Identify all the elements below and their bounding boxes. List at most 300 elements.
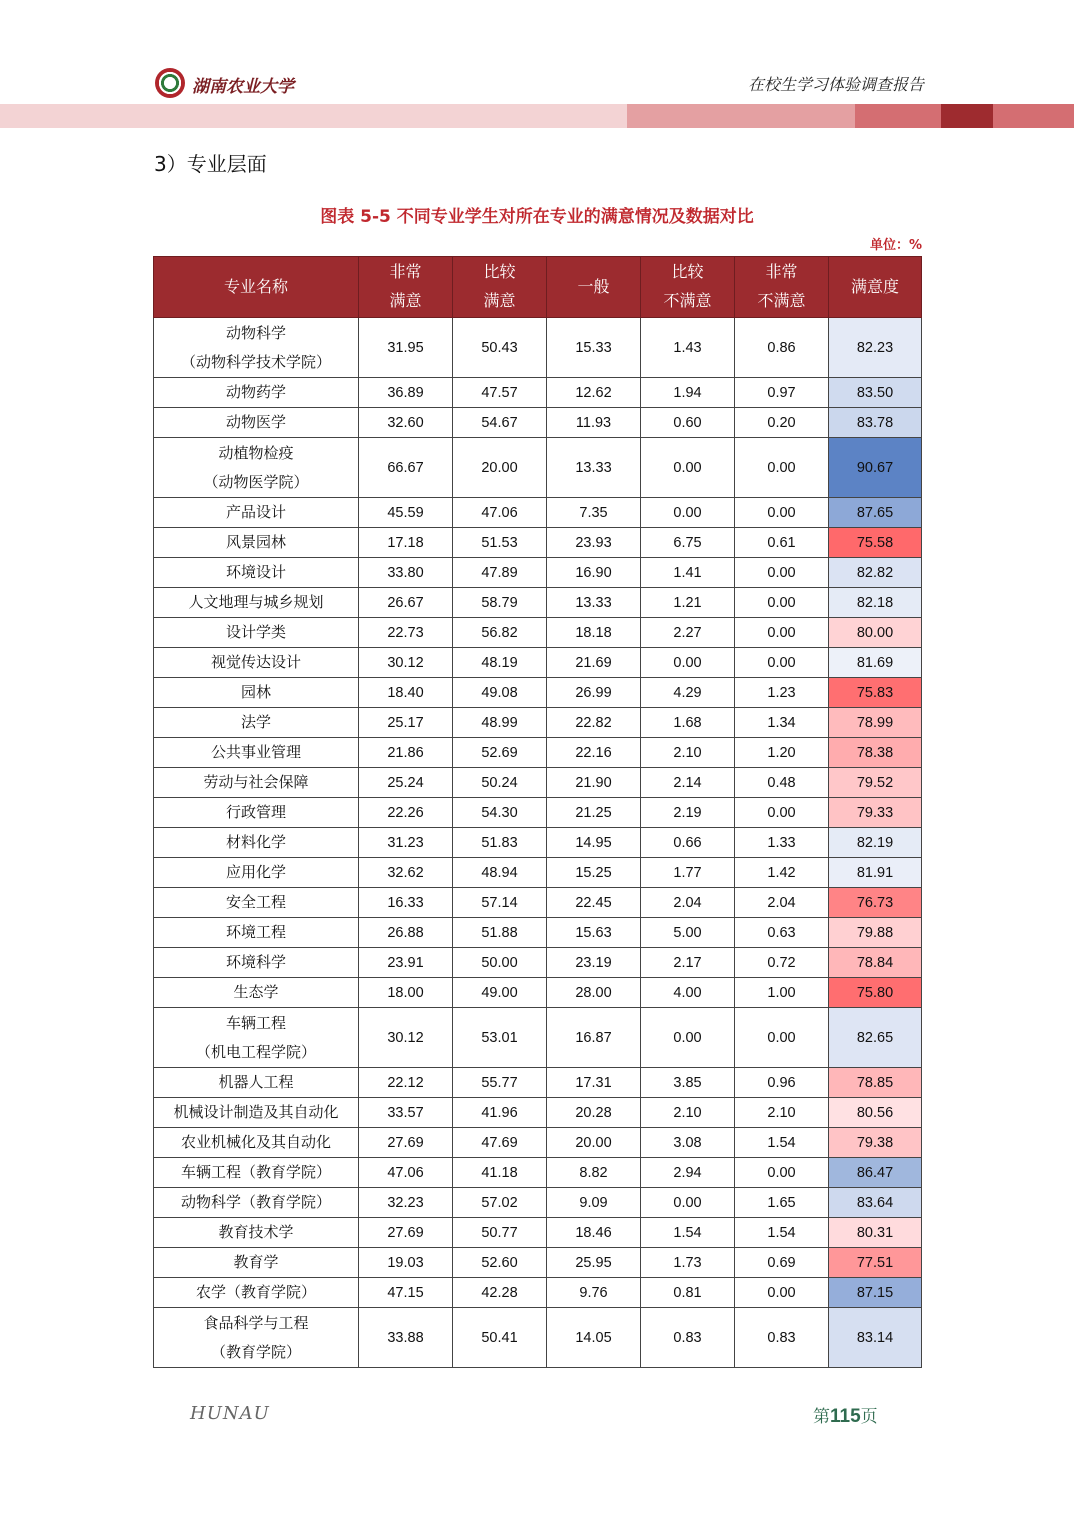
value-cell: 1.94 (641, 378, 735, 408)
value-cell: 18.40 (359, 678, 453, 708)
value-cell: 19.03 (359, 1248, 453, 1278)
page-suffix: 页 (860, 1407, 878, 1427)
value-cell: 0.72 (735, 948, 829, 978)
major-name: 生态学 (233, 984, 279, 1001)
header-bar-segment (0, 104, 627, 128)
major-name: 环境设计 (225, 564, 286, 581)
value-cell: 23.93 (547, 528, 641, 558)
table-row (154, 678, 922, 708)
value-cell: 0.00 (735, 438, 829, 498)
major-name: 法学 (240, 714, 271, 731)
value-cell: 50.43 (453, 318, 547, 378)
value-cell: 51.88 (453, 918, 547, 948)
value-cell: 52.60 (453, 1248, 547, 1278)
value-cell: 22.82 (547, 708, 641, 738)
major-name-cell (154, 828, 359, 858)
table-row (154, 1278, 922, 1308)
table-row (154, 558, 922, 588)
table-row (154, 768, 922, 798)
value-cell: 47.69 (453, 1128, 547, 1158)
page-prefix: 第 (813, 1407, 830, 1427)
value-cell: 3.08 (641, 1128, 735, 1158)
value-cell: 33.80 (359, 558, 453, 588)
major-name-cell (154, 738, 359, 768)
major-name: 农学（教育学院） (195, 1284, 316, 1301)
value-cell: 20.28 (547, 1098, 641, 1128)
major-name: 安全工程 (225, 894, 286, 911)
value-cell: 0.48 (735, 768, 829, 798)
header-bar-segment (941, 104, 993, 128)
value-cell: 48.94 (453, 858, 547, 888)
university-logo-icon (155, 68, 185, 98)
major-name: 车辆工程（教育学院） (180, 1164, 331, 1181)
value-cell: 1.20 (735, 738, 829, 768)
value-cell: 32.62 (359, 858, 453, 888)
major-name: 动物医学 (225, 414, 286, 431)
value-cell: 2.19 (641, 798, 735, 828)
value-cell: 21.86 (359, 738, 453, 768)
major-name-cell (154, 918, 359, 948)
table-row (154, 588, 922, 618)
value-cell: 9.09 (547, 1188, 641, 1218)
value-cell: 15.33 (547, 318, 641, 378)
satisfaction-cell: 87.65 (829, 498, 922, 528)
major-college: （动物科学技术学院） (180, 353, 331, 371)
major-name-cell (154, 1308, 359, 1368)
value-cell: 0.00 (735, 498, 829, 528)
major-name-cell (154, 1278, 359, 1308)
value-cell: 13.33 (547, 438, 641, 498)
major-name-cell (154, 498, 359, 528)
value-cell: 48.99 (453, 708, 547, 738)
value-cell: 1.21 (641, 588, 735, 618)
table-row (154, 1128, 922, 1158)
value-cell: 12.62 (547, 378, 641, 408)
major-name: 机器人工程 (218, 1074, 294, 1091)
satisfaction-cell: 79.38 (829, 1128, 922, 1158)
satisfaction-cell: 81.91 (829, 858, 922, 888)
table-row (154, 408, 922, 438)
value-cell: 26.67 (359, 588, 453, 618)
table-row (154, 1068, 922, 1098)
value-cell: 47.57 (453, 378, 547, 408)
major-name-cell (154, 318, 359, 378)
value-cell: 55.77 (453, 1068, 547, 1098)
satisfaction-cell: 82.18 (829, 588, 922, 618)
column-header-line: 专业名称 (223, 278, 288, 296)
value-cell: 57.14 (453, 888, 547, 918)
satisfaction-cell: 80.31 (829, 1218, 922, 1248)
table-row (154, 1308, 922, 1368)
satisfaction-cell: 79.88 (829, 918, 922, 948)
major-name-cell (154, 648, 359, 678)
value-cell: 41.96 (453, 1098, 547, 1128)
value-cell: 18.46 (547, 1218, 641, 1248)
footer-logo-text: HUNAU (190, 1403, 270, 1424)
page-header (0, 0, 1074, 140)
value-cell: 0.00 (735, 618, 829, 648)
major-name: 教育学 (233, 1254, 279, 1271)
major-name-cell (154, 978, 359, 1008)
value-cell: 22.16 (547, 738, 641, 768)
value-cell: 0.00 (641, 498, 735, 528)
value-cell: 16.33 (359, 888, 453, 918)
page-number (813, 1402, 878, 1428)
satisfaction-cell: 82.19 (829, 828, 922, 858)
value-cell: 22.12 (359, 1068, 453, 1098)
value-cell: 57.02 (453, 1188, 547, 1218)
value-cell: 15.63 (547, 918, 641, 948)
major-name-cell (154, 438, 359, 498)
major-name-cell (154, 948, 359, 978)
table-row (154, 1098, 922, 1128)
table-row (154, 318, 922, 378)
value-cell: 17.18 (359, 528, 453, 558)
value-cell: 53.01 (453, 1008, 547, 1068)
table-row (154, 1188, 922, 1218)
table-header-row (154, 257, 922, 318)
value-cell: 2.17 (641, 948, 735, 978)
satisfaction-cell: 82.23 (829, 318, 922, 378)
value-cell: 1.41 (641, 558, 735, 588)
value-cell: 7.35 (547, 498, 641, 528)
value-cell: 54.67 (453, 408, 547, 438)
table-row (154, 888, 922, 918)
column-header (641, 257, 735, 318)
value-cell: 25.24 (359, 768, 453, 798)
satisfaction-cell: 78.84 (829, 948, 922, 978)
value-cell: 1.33 (735, 828, 829, 858)
value-cell: 2.04 (735, 888, 829, 918)
value-cell: 31.95 (359, 318, 453, 378)
column-header-line: 不满意 (663, 293, 712, 310)
value-cell: 3.85 (641, 1068, 735, 1098)
value-cell: 0.00 (641, 1008, 735, 1068)
value-cell: 25.17 (359, 708, 453, 738)
major-college: （教育学院） (210, 1343, 301, 1361)
table-row (154, 1158, 922, 1188)
value-cell: 16.87 (547, 1008, 641, 1068)
column-header-line: 满意 (483, 293, 516, 310)
value-cell: 0.00 (735, 798, 829, 828)
value-cell: 48.19 (453, 648, 547, 678)
table-row (154, 618, 922, 648)
value-cell: 0.00 (735, 1278, 829, 1308)
value-cell: 0.00 (735, 1008, 829, 1068)
value-cell: 0.00 (735, 558, 829, 588)
value-cell: 51.53 (453, 528, 547, 558)
value-cell: 0.86 (735, 318, 829, 378)
table-row (154, 648, 922, 678)
value-cell: 23.91 (359, 948, 453, 978)
unit-label: 单位：% (869, 238, 922, 253)
major-name-cell (154, 888, 359, 918)
major-name-cell (154, 528, 359, 558)
value-cell: 2.10 (735, 1098, 829, 1128)
table-row (154, 1008, 922, 1068)
value-cell: 0.20 (735, 408, 829, 438)
value-cell: 1.43 (641, 318, 735, 378)
table-row (154, 528, 922, 558)
value-cell: 58.79 (453, 588, 547, 618)
value-cell: 28.00 (547, 978, 641, 1008)
value-cell: 22.26 (359, 798, 453, 828)
column-header (547, 257, 641, 318)
major-name-cell (154, 1248, 359, 1278)
value-cell: 20.00 (547, 1128, 641, 1158)
satisfaction-cell: 87.15 (829, 1278, 922, 1308)
satisfaction-cell: 83.64 (829, 1188, 922, 1218)
major-name: 环境工程 (225, 924, 286, 941)
column-header (453, 257, 547, 318)
satisfaction-cell: 81.69 (829, 648, 922, 678)
major-name-cell (154, 798, 359, 828)
satisfaction-table (153, 256, 922, 1368)
major-name-cell (154, 858, 359, 888)
major-name: 劳动与社会保障 (203, 774, 309, 791)
value-cell: 21.25 (547, 798, 641, 828)
value-cell: 22.45 (547, 888, 641, 918)
report-title: 在校生学习体验调查报告 (747, 75, 924, 94)
column-header (735, 257, 829, 318)
major-name: 食品科学与工程 (203, 1314, 309, 1332)
value-cell: 0.97 (735, 378, 829, 408)
value-cell: 25.95 (547, 1248, 641, 1278)
table-row (154, 798, 922, 828)
value-cell: 49.00 (453, 978, 547, 1008)
value-cell: 4.00 (641, 978, 735, 1008)
satisfaction-cell: 79.33 (829, 798, 922, 828)
major-name: 园林 (240, 684, 271, 701)
table-row (154, 948, 922, 978)
major-name: 动物科学 (225, 324, 286, 342)
value-cell: 45.59 (359, 498, 453, 528)
value-cell: 0.96 (735, 1068, 829, 1098)
satisfaction-cell: 83.14 (829, 1308, 922, 1368)
value-cell: 27.69 (359, 1128, 453, 1158)
table-row (154, 1218, 922, 1248)
value-cell: 0.61 (735, 528, 829, 558)
major-name: 人文地理与城乡规划 (188, 594, 324, 611)
column-header (829, 257, 922, 318)
value-cell: 47.06 (359, 1158, 453, 1188)
major-name: 动植物检疫 (218, 444, 294, 462)
column-header (359, 257, 453, 318)
major-name: 车辆工程 (225, 1014, 286, 1032)
table-caption: 图表 5-5 不同专业学生对所在专业的满意情况及数据对比 (320, 207, 754, 227)
satisfaction-cell: 75.80 (829, 978, 922, 1008)
value-cell: 1.68 (641, 708, 735, 738)
table-row (154, 918, 922, 948)
table-row (154, 828, 922, 858)
table-row (154, 738, 922, 768)
major-name: 环境科学 (225, 954, 286, 971)
value-cell: 0.00 (641, 648, 735, 678)
value-cell: 20.00 (453, 438, 547, 498)
major-name-cell (154, 558, 359, 588)
column-header-line: 非常 (389, 264, 422, 281)
major-name-cell (154, 1188, 359, 1218)
value-cell: 1.42 (735, 858, 829, 888)
value-cell: 21.69 (547, 648, 641, 678)
major-name-cell (154, 708, 359, 738)
value-cell: 0.81 (641, 1278, 735, 1308)
satisfaction-cell: 78.85 (829, 1068, 922, 1098)
major-name: 产品设计 (225, 504, 286, 521)
value-cell: 2.10 (641, 1098, 735, 1128)
table-row (154, 438, 922, 498)
value-cell: 4.29 (641, 678, 735, 708)
satisfaction-cell: 82.82 (829, 558, 922, 588)
value-cell: 41.18 (453, 1158, 547, 1188)
value-cell: 15.25 (547, 858, 641, 888)
value-cell: 16.90 (547, 558, 641, 588)
major-name: 教育技术学 (218, 1224, 294, 1241)
satisfaction-cell: 76.73 (829, 888, 922, 918)
section-title: 3）专业层面 (154, 152, 267, 176)
major-name: 动物科学（教育学院） (180, 1194, 331, 1211)
column-header-line: 满意 (389, 293, 422, 310)
satisfaction-cell: 75.58 (829, 528, 922, 558)
satisfaction-cell: 90.67 (829, 438, 922, 498)
value-cell: 22.73 (359, 618, 453, 648)
satisfaction-cell: 86.47 (829, 1158, 922, 1188)
major-college: （动物医学院） (203, 473, 309, 491)
satisfaction-cell: 80.00 (829, 618, 922, 648)
value-cell: 2.27 (641, 618, 735, 648)
value-cell: 52.69 (453, 738, 547, 768)
satisfaction-cell: 82.65 (829, 1008, 922, 1068)
value-cell: 54.30 (453, 798, 547, 828)
table-row (154, 978, 922, 1008)
value-cell: 0.00 (641, 438, 735, 498)
value-cell: 50.41 (453, 1308, 547, 1368)
value-cell: 0.00 (735, 588, 829, 618)
major-name-cell (154, 1128, 359, 1158)
value-cell: 1.65 (735, 1188, 829, 1218)
major-name-cell (154, 768, 359, 798)
major-name-cell (154, 1098, 359, 1128)
table-row (154, 1248, 922, 1278)
major-name: 材料化学 (225, 834, 286, 851)
value-cell: 49.08 (453, 678, 547, 708)
major-name: 应用化学 (225, 864, 286, 881)
major-name: 动物药学 (225, 384, 286, 401)
value-cell: 1.54 (641, 1218, 735, 1248)
value-cell: 50.77 (453, 1218, 547, 1248)
table-row (154, 858, 922, 888)
satisfaction-cell: 83.78 (829, 408, 922, 438)
value-cell: 6.75 (641, 528, 735, 558)
value-cell: 1.00 (735, 978, 829, 1008)
value-cell: 1.77 (641, 858, 735, 888)
value-cell: 0.69 (735, 1248, 829, 1278)
major-name-cell (154, 1068, 359, 1098)
value-cell: 9.76 (547, 1278, 641, 1308)
value-cell: 1.23 (735, 678, 829, 708)
value-cell: 2.04 (641, 888, 735, 918)
value-cell: 23.19 (547, 948, 641, 978)
value-cell: 47.15 (359, 1278, 453, 1308)
value-cell: 0.60 (641, 408, 735, 438)
column-header-line: 非常 (765, 264, 798, 281)
value-cell: 0.00 (735, 648, 829, 678)
value-cell: 1.34 (735, 708, 829, 738)
value-cell: 1.54 (735, 1128, 829, 1158)
major-name: 农业机械化及其自动化 (180, 1134, 331, 1151)
value-cell: 26.99 (547, 678, 641, 708)
major-name-cell (154, 618, 359, 648)
satisfaction-cell: 83.50 (829, 378, 922, 408)
major-name: 设计学类 (225, 624, 286, 641)
header-bar-segment (855, 104, 941, 128)
value-cell: 47.89 (453, 558, 547, 588)
value-cell: 14.95 (547, 828, 641, 858)
value-cell: 1.73 (641, 1248, 735, 1278)
value-cell: 33.57 (359, 1098, 453, 1128)
major-college: （机电工程学院） (195, 1043, 316, 1061)
table-row (154, 498, 922, 528)
major-name: 视觉传达设计 (210, 654, 301, 671)
satisfaction-cell: 78.38 (829, 738, 922, 768)
value-cell: 5.00 (641, 918, 735, 948)
value-cell: 0.00 (735, 1158, 829, 1188)
value-cell: 32.60 (359, 408, 453, 438)
major-name-cell (154, 1158, 359, 1188)
value-cell: 32.23 (359, 1188, 453, 1218)
value-cell: 50.24 (453, 768, 547, 798)
value-cell: 30.12 (359, 1008, 453, 1068)
value-cell: 51.83 (453, 828, 547, 858)
value-cell: 13.33 (547, 588, 641, 618)
column-header-line: 满意度 (850, 278, 899, 296)
major-name-cell (154, 1218, 359, 1248)
table-row (154, 378, 922, 408)
value-cell: 0.00 (641, 1188, 735, 1218)
value-cell: 21.90 (547, 768, 641, 798)
value-cell: 66.67 (359, 438, 453, 498)
value-cell: 2.10 (641, 738, 735, 768)
value-cell: 14.05 (547, 1308, 641, 1368)
major-name-cell (154, 588, 359, 618)
value-cell: 8.82 (547, 1158, 641, 1188)
major-name-cell (154, 1008, 359, 1068)
major-name-cell (154, 408, 359, 438)
satisfaction-cell: 80.56 (829, 1098, 922, 1128)
value-cell: 42.28 (453, 1278, 547, 1308)
satisfaction-cell: 78.99 (829, 708, 922, 738)
value-cell: 33.88 (359, 1308, 453, 1368)
column-header-line: 一般 (577, 278, 610, 296)
header-bar-segment (627, 104, 855, 128)
value-cell: 0.63 (735, 918, 829, 948)
value-cell: 30.12 (359, 648, 453, 678)
value-cell: 50.00 (453, 948, 547, 978)
major-name-cell (154, 678, 359, 708)
column-header-line: 比较 (483, 264, 516, 281)
header-bar-segment (993, 104, 1074, 128)
major-name: 机械设计制造及其自动化 (173, 1104, 339, 1121)
value-cell: 2.14 (641, 768, 735, 798)
satisfaction-cell: 75.83 (829, 678, 922, 708)
value-cell: 0.83 (641, 1308, 735, 1368)
value-cell: 2.94 (641, 1158, 735, 1188)
university-name: 湖南农业大学 (192, 77, 294, 97)
satisfaction-cell: 79.52 (829, 768, 922, 798)
satisfaction-cell: 77.51 (829, 1248, 922, 1278)
major-name: 风景园林 (225, 534, 286, 551)
value-cell: 11.93 (547, 408, 641, 438)
